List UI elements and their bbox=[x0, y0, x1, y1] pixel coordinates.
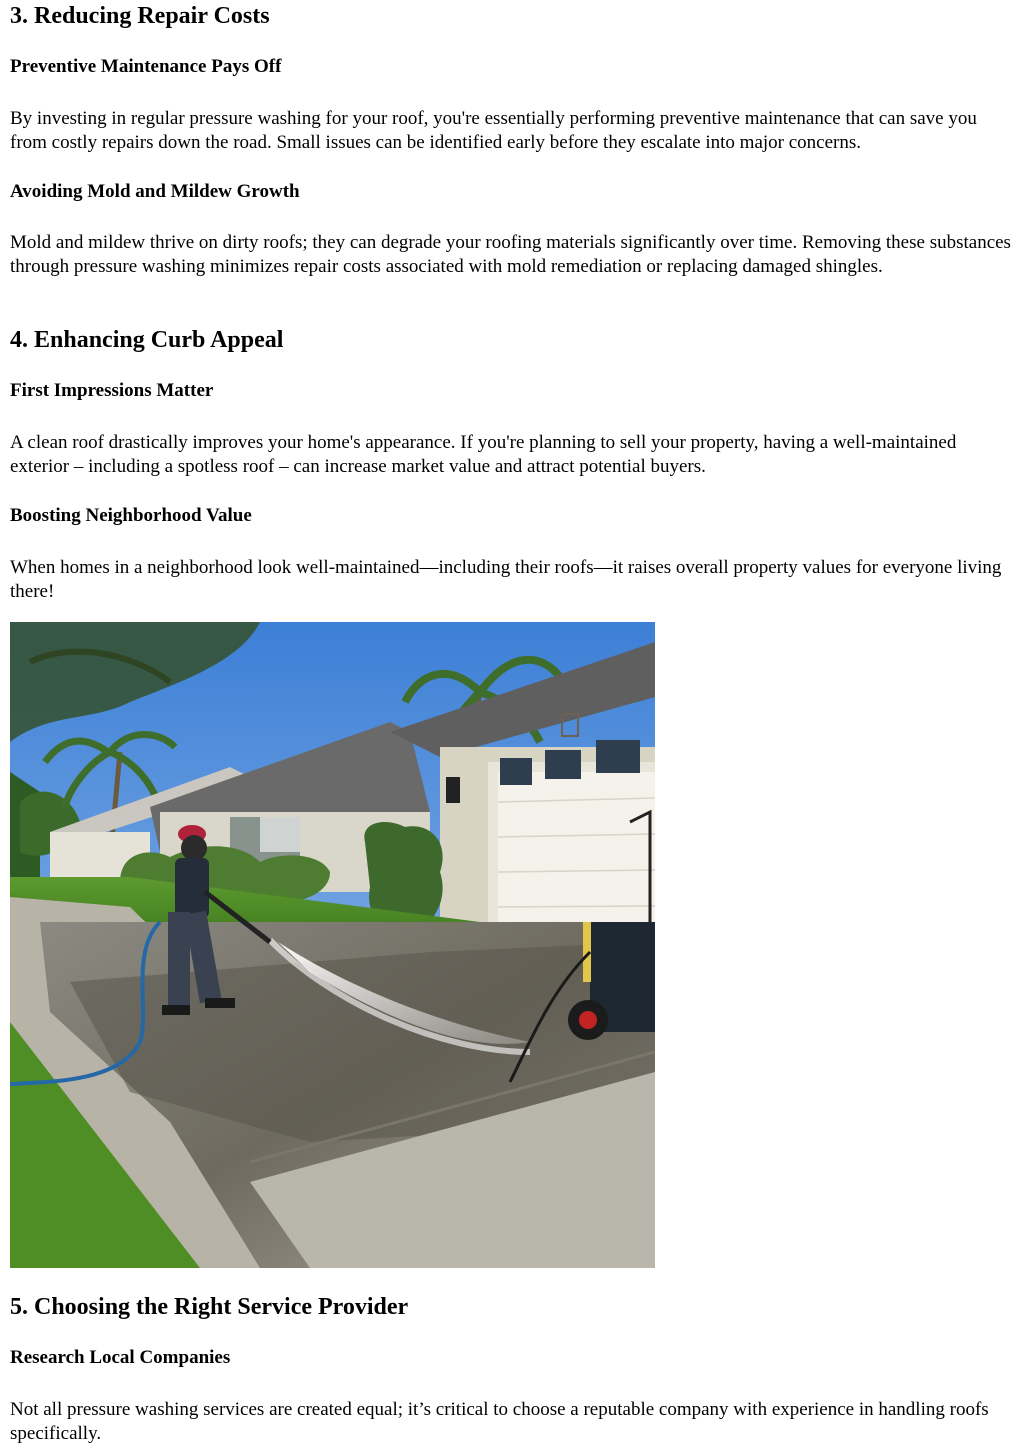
neighborhood-value-paragraph: When homes in a neighborhood look well-maintained—including their roofs—it raises overall property values for everyone living there! bbox=[10, 557, 1002, 602]
neighborhood-value-heading: Boosting Neighborhood Value bbox=[10, 505, 252, 526]
section-5-heading: 5. Choosing the Right Service Provider bbox=[10, 1294, 409, 1320]
first-impressions-heading: First Impressions Matter bbox=[10, 380, 214, 401]
section-3-heading: 3. Reducing Repair Costs bbox=[10, 3, 270, 29]
first-impressions-paragraph: A clean roof drastically improves your home's appearance. If you're planning to sell your property, having a well-maintained exterior – including a spotless roof – can increase market value and attract potential buyers. bbox=[10, 432, 957, 477]
preventive-maintenance-paragraph: By investing in regular pressure washing for your roof, you're essentially performing preventive maintenance that can save you from costly repairs down the road. Small issues can be identified early before they escalate into major concerns. bbox=[10, 108, 977, 153]
section-4-heading: 4. Enhancing Curb Appeal bbox=[10, 327, 284, 353]
research-companies-heading: Research Local Companies bbox=[10, 1347, 231, 1368]
preventive-maintenance-heading: Preventive Maintenance Pays Off bbox=[10, 56, 282, 77]
mold-mildew-heading: Avoiding Mold and Mildew Growth bbox=[10, 181, 300, 202]
research-companies-paragraph: Not all pressure washing services are created equal; it’s critical to choose a reputable company with experience in handling roofs specifically. bbox=[10, 1399, 989, 1444]
pressure-washing-driveway-photo bbox=[10, 622, 655, 1268]
mold-mildew-paragraph: Mold and mildew thrive on dirty roofs; they can degrade your roofing materials significantly over time. Removing these substances through pressure washing minimizes repair costs associated with mold remediation or replacing damaged shingles. bbox=[10, 232, 1011, 277]
